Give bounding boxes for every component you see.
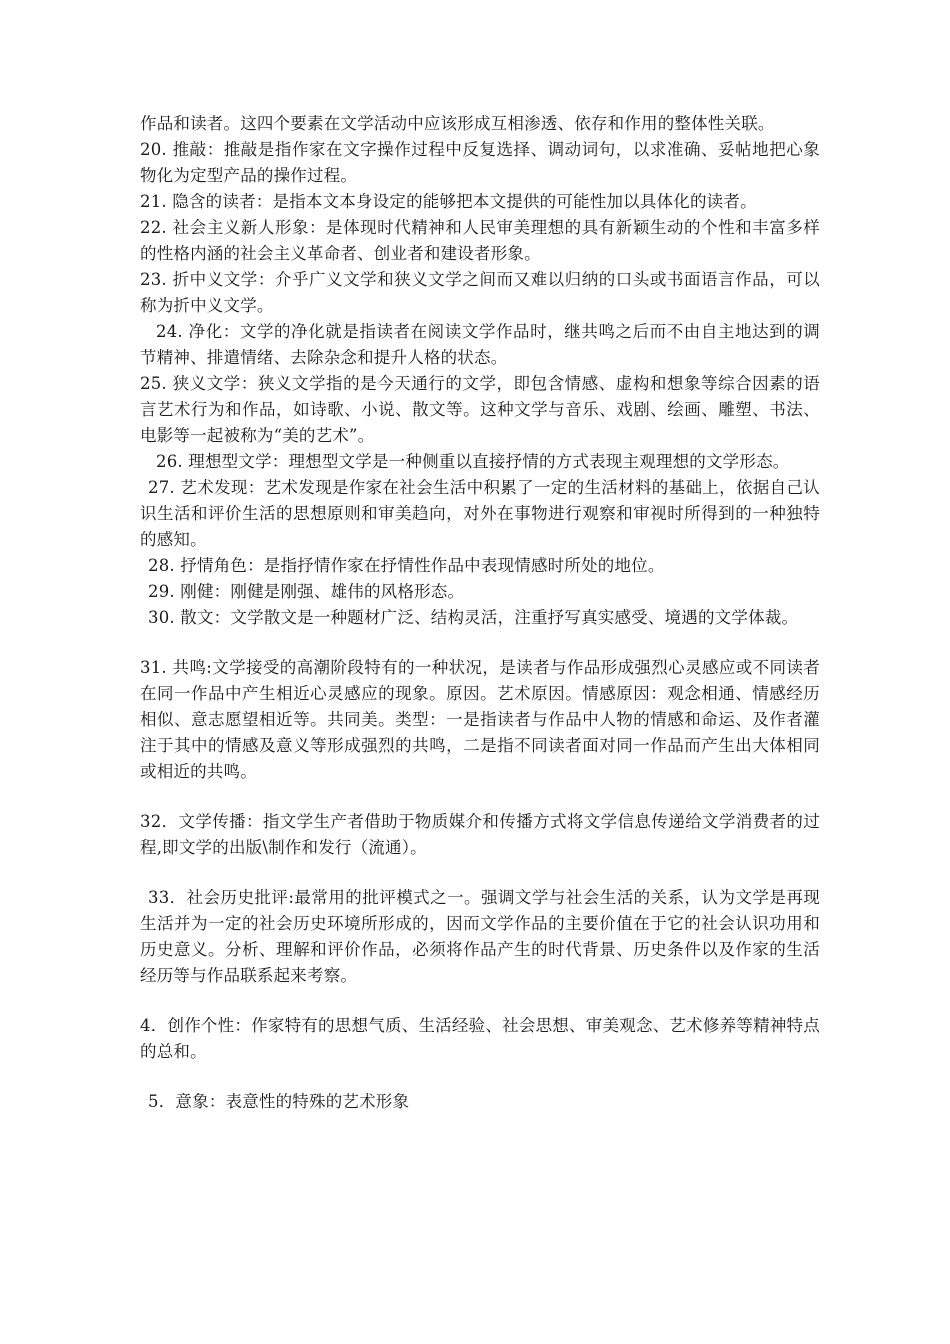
term-33-social-historical-criticism: 33．社会历史批评:最常用的批评模式之一。强调文学与社会生活的关系，认为文学是再现生活并为一定的社会历史环境所形成的，因而文学作品的主要价值在于它的社会认识功用和历史意义。分析、理解和评价作品，必须将作品产生的时代背景、历史条件以及作家的生活经历等与作品联系起来考察。 bbox=[140, 888, 820, 985]
term-21-implied-reader: 21. 隐含的读者：是指本文本身设定的能够把本文提供的可能性加以具体化的读者。 bbox=[140, 192, 757, 211]
term-20-tuiqiao: 20. 推敲：推敲是指作家在文字操作过程中反复选择、调动词句，以求准确、妥帖地把心象物化为定型产品的操作过程。 bbox=[140, 140, 820, 185]
term-28-lyrical-role: 28. 抒情角色：是指抒情作家在抒情性作品中表现情感时所处的地位。 bbox=[148, 556, 665, 575]
term-31-resonance: 31. 共鸣:文学接受的高潮阶段特有的一种状况，是读者与作品形成强烈心灵感应或不同读者在同一作品中产生相近心灵感应的现象。原因。艺术原因。情感原因：观念相通、情感经历相似、意志愿望相近等。共同美。类型：一是指读者与作品中人物的情感和命运、及作者灌注于其中的情感及意义等形成强烈的共鸣，二是指不同读者面对同一作品而产生出大体相同或相近的共鸣。 bbox=[140, 658, 820, 781]
term-5-imagery: 5．意象：表意性的特殊的艺术形象 bbox=[148, 1092, 410, 1111]
paragraph-continuation: 作品和读者。这四个要素在文学活动中应该形成互相渗透、依存和作用的整体性关联。 bbox=[140, 114, 775, 133]
term-29-vigor: 29. 刚健：刚健是刚强、雄伟的风格形态。 bbox=[148, 582, 465, 601]
term-22-socialist-new-person: 22. 社会主义新人形象：是体现时代精神和人民审美理想的具有新颖生动的个性和丰富多样的性格内涵的社会主义革命者、创业者和建设者形象。 bbox=[140, 218, 820, 263]
term-23-middle-literature: 23. 折中义文学：介乎广义文学和狭义文学之间而又难以归纳的口头或书面语言作品，可以称为折中义文学。 bbox=[140, 270, 820, 315]
document-page bbox=[140, 111, 820, 1115]
term-24-catharsis: 24. 净化：文学的净化就是指读者在阅读文学作品时，继共鸣之后而不由自主地达到的调节精神、排遣情绪、去除杂念和提升人格的状态。 bbox=[140, 322, 820, 367]
term-30-prose: 30. 散文：文学散文是一种题材广泛、结构灵活，注重抒写真实感受、境遇的文学体裁。 bbox=[148, 608, 799, 627]
term-25-narrow-literature: 25. 狭义文学：狭义文学指的是今天通行的文学，即包含情感、虚构和想象等综合因素的语言艺术行为和作品，如诗歌、小说、散文等。这种文学与音乐、戏剧、绘画、雕塑、书法、电影等一起被称为“美的艺术”。 bbox=[140, 374, 820, 445]
term-4-creative-personality: 4．创作个性：作家特有的思想气质、生活经验、社会思想、审美观念、艺术修养等精神特点的总和。 bbox=[140, 1016, 820, 1061]
term-32-literary-communication: 32．文学传播：指文学生产者借助于物质媒介和传播方式将文学信息传递给文学消费者的过程,即文学的出版\制作和发行（流通）。 bbox=[140, 812, 820, 857]
term-27-artistic-discovery: 27. 艺术发现：艺术发现是作家在社会生活中积累了一定的生活材料的基础上，依据自己认识生活和评价生活的思想原则和审美趋向，对外在事物进行观察和审视时所得到的一种独特的感知。 bbox=[140, 478, 820, 549]
term-26-ideal-literature: 26. 理想型文学：理想型文学是一种侧重以直接抒情的方式表现主观理想的文学形态。 bbox=[156, 452, 790, 471]
